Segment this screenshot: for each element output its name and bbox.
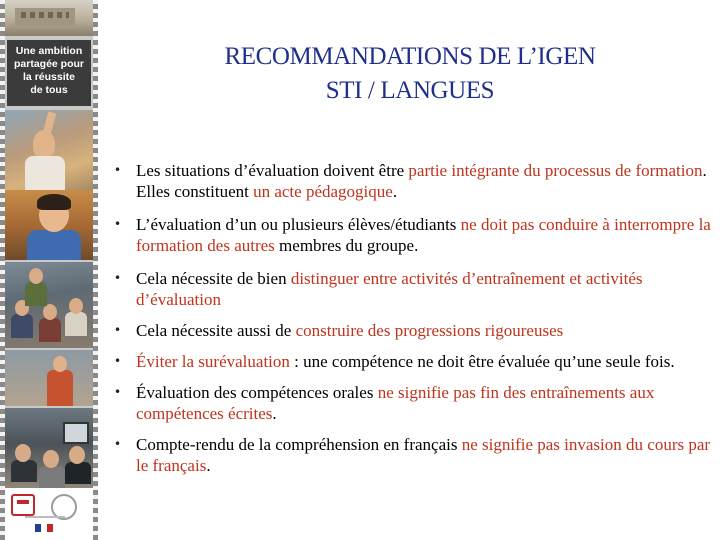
bullet-list bbox=[112, 160, 714, 476]
computer-lab-photo bbox=[5, 408, 93, 488]
bullet-item bbox=[112, 320, 714, 341]
bullet-item bbox=[112, 382, 714, 424]
bullet-text: . bbox=[272, 404, 277, 423]
bullet-dot-icon: • bbox=[114, 323, 122, 337]
teacher-photo bbox=[5, 350, 93, 406]
photo-strip bbox=[0, 0, 98, 540]
bullet-highlight-text: ne doit pas conduire à interrompre la formation des autres bbox=[136, 215, 711, 255]
bullet-text: L’évaluation d’un ou plusieurs élèves/étudiants bbox=[136, 215, 461, 234]
slide-title bbox=[100, 40, 720, 108]
bullet-highlight-text: construire des progressions rigoureuses bbox=[295, 321, 564, 340]
bullet-item bbox=[112, 160, 714, 202]
bullet-text: . Elles constituent bbox=[136, 161, 707, 201]
bullet-text: Cela nécessite de bien bbox=[136, 269, 291, 288]
bullet-dot-icon: • bbox=[114, 385, 122, 399]
bullet-dot-icon: • bbox=[114, 217, 122, 231]
bullet-highlight-text: distinguer entre activités d’entraînement et activités d’évaluation bbox=[136, 269, 643, 309]
school-building-photo bbox=[5, 0, 93, 36]
bullet-text: Cela nécessite aussi de bbox=[136, 321, 296, 340]
bullet-highlight-text: ne signifie pas fin des entraînements aux compétences écrites bbox=[136, 383, 655, 423]
bullet-dot-icon: • bbox=[114, 354, 122, 368]
bullet-item bbox=[112, 214, 714, 256]
film-perforation-right bbox=[93, 0, 98, 540]
bullet-item bbox=[112, 351, 714, 372]
ambition-logo bbox=[7, 40, 91, 106]
bullet-highlight-text: Éviter la surévaluation bbox=[136, 352, 290, 371]
bullet-item bbox=[112, 434, 714, 476]
bullet-text: Évaluation des compétences orales bbox=[136, 383, 378, 402]
title-line-2: STI / LANGUES bbox=[325, 77, 495, 104]
title-line-1: RECOMMANDATIONS DE L’IGEN bbox=[224, 43, 596, 70]
student-photo bbox=[5, 190, 93, 260]
class-group-photo bbox=[5, 262, 93, 348]
bullet-highlight-text: ne signifie pas invasion du cours par le français bbox=[136, 435, 711, 475]
logo-line: la réussite bbox=[23, 71, 75, 83]
bullet-dot-icon: • bbox=[114, 163, 122, 177]
bullet-highlight-text: partie intégrante du processus de formation bbox=[408, 161, 703, 180]
bullet-text: Les situations d’évaluation doivent être bbox=[136, 161, 409, 180]
logo-line: de tous bbox=[30, 84, 68, 96]
bullet-item bbox=[112, 268, 714, 310]
bullet-dot-icon: • bbox=[114, 271, 122, 285]
bullet-text: : une compétence ne doit être évaluée qu’une seule fois. bbox=[289, 352, 675, 371]
logo-line: partagée pour bbox=[13, 58, 84, 70]
bullet-highlight-text: un acte pédagogique bbox=[253, 182, 393, 201]
bullet-dot-icon: • bbox=[114, 437, 122, 451]
bullet-text: Compte-rendu de la compréhension en français bbox=[136, 435, 462, 454]
bullet-text: . bbox=[206, 456, 211, 475]
logo-line: Une ambition bbox=[15, 45, 83, 57]
ministry-logo bbox=[5, 488, 93, 540]
bullet-text: membres du groupe. bbox=[274, 236, 419, 255]
bullet-text: . bbox=[392, 182, 398, 201]
